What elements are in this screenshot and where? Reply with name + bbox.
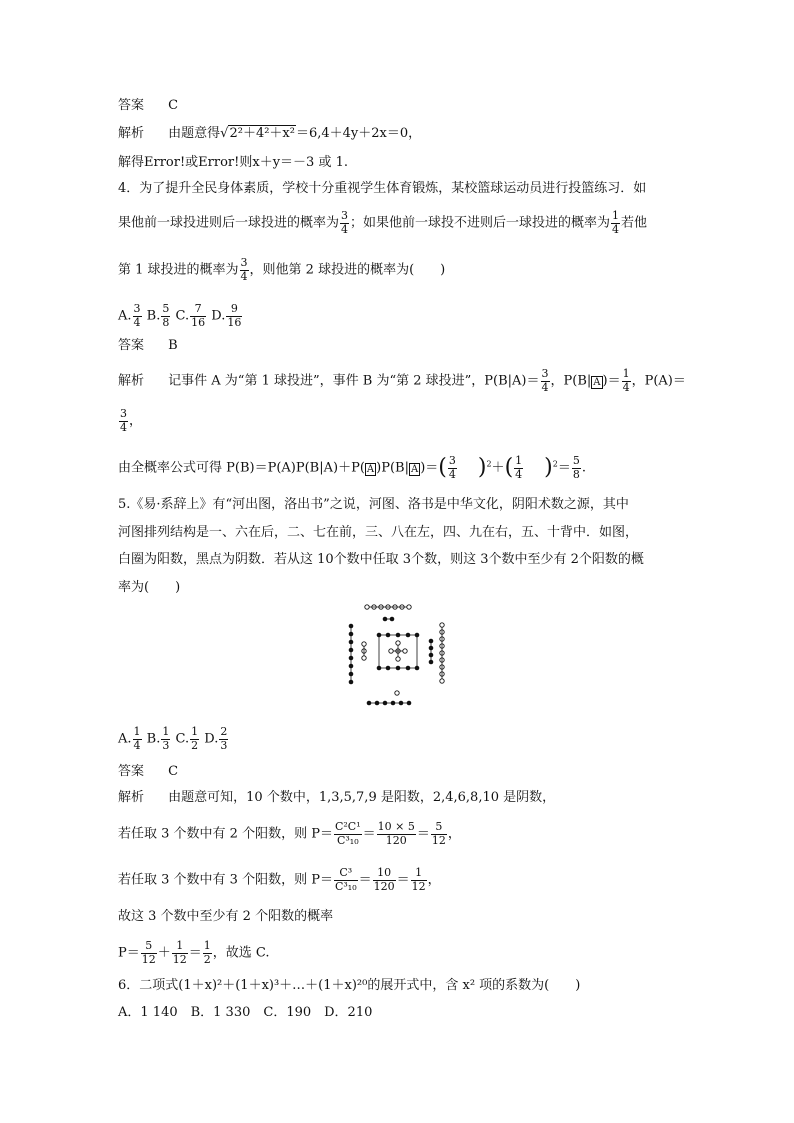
- numerator: 3: [240, 256, 248, 269]
- exponent: 2: [486, 459, 492, 469]
- option-d-label: D.: [211, 308, 226, 324]
- equals: ＝: [188, 945, 202, 961]
- equals: ＝: [362, 826, 376, 842]
- complement-symbol: A: [593, 376, 601, 388]
- option-c-fraction: [190, 726, 199, 752]
- option-d-label: D.: [204, 731, 219, 747]
- q4-stem-2b: ；如果他前一球投不进则后一球投进的概率为: [350, 215, 611, 231]
- formula-part: 若任取 3 个数中有 3 个阳数，则 P＝: [118, 872, 333, 888]
- denominator: C³₁₀: [334, 879, 357, 893]
- numerator: 7: [190, 303, 206, 317]
- option-a-label: A.: [118, 308, 132, 324]
- q5-stem-line-2: 河图排列结构是一、六在后，二、七在前，三、八在左，四、九在右，五、十背中．如图，: [118, 525, 639, 540]
- q5-stem-line-1: 5.《易·系辞上》有“河出图，洛出书”之说，河图、洛书是中华文化，阴阳术数之源，其中: [118, 497, 629, 512]
- fraction: [431, 821, 447, 847]
- q4-stem-3b: ，则他第 2 球投进的概率为( ): [249, 262, 446, 278]
- option-b-fraction: [161, 726, 170, 752]
- numerator: 3: [133, 302, 141, 315]
- denominator: 3: [162, 738, 170, 752]
- hetu-diagram: [342, 603, 452, 707]
- fraction: [411, 867, 427, 893]
- q4-answer-line: [118, 339, 178, 352]
- comma: ，: [447, 826, 461, 842]
- fraction: [541, 368, 550, 394]
- denominator: 3: [220, 738, 228, 752]
- q5-stem-line-4: 率为( ): [118, 580, 181, 595]
- equals: ＝: [358, 872, 372, 888]
- q4-analysis-line-1: [118, 368, 686, 394]
- analysis-label: 解析: [118, 126, 145, 141]
- option-a-fraction: [133, 726, 142, 752]
- formula-part: )P(B|: [376, 460, 409, 476]
- q4-options: [118, 303, 243, 329]
- plus: ＋: [157, 945, 171, 961]
- numerator: 10: [373, 867, 396, 881]
- q5-stem-line-3: 白圈为阳数，黑点为阴数．若从这 10个数中任取 3个数，则这 3个数中至少有 2个阳数的概: [118, 552, 644, 567]
- q4-stem-2c: 若他: [621, 215, 648, 231]
- fraction: [514, 455, 523, 481]
- numerator: 1: [133, 725, 141, 738]
- answer-label: 答案: [118, 338, 145, 353]
- denominator: 4: [541, 380, 549, 394]
- denominator: 4: [240, 269, 248, 283]
- numerator: 9: [226, 303, 242, 317]
- numerator: 1: [172, 940, 188, 954]
- numerator: 5: [431, 821, 447, 835]
- fraction: [377, 821, 416, 847]
- option-b-label: B.: [146, 731, 161, 747]
- option-a-fraction: [133, 303, 142, 329]
- q6-options: A．1 140 B．1 330 C．190 D．210: [118, 1005, 373, 1020]
- option-c-label: C.: [175, 731, 190, 747]
- q5-case-two: [118, 821, 461, 847]
- analysis-mid2: )＝: [602, 373, 621, 389]
- analysis-text: 由题意可知，10 个数中，1,3,5,7,9 是阳数，2,4,6,8,10 是阴数，: [168, 790, 556, 805]
- q5-conclusion: 故这 3 个数中至少有 2 个阳数的概率: [118, 909, 334, 924]
- q5-answer-line: [118, 765, 178, 778]
- q3-analysis-line: 解析 由题意得√2²＋4²＋x²＝6,4＋4y＋2x＝0，: [118, 126, 422, 141]
- formula-part: 若任取 3 个数中有 2 个阳数，则 P＝: [118, 826, 333, 842]
- denominator: 4: [448, 467, 456, 481]
- numerator: 1: [515, 454, 523, 467]
- denominator: C³₁₀: [336, 833, 359, 847]
- option-d-fraction: [219, 726, 228, 752]
- numerator: 3: [341, 209, 349, 222]
- denominator: 120: [385, 833, 407, 847]
- numerator: 1: [612, 209, 620, 222]
- plus: ＋: [491, 460, 505, 476]
- denominator: 8: [162, 315, 170, 329]
- denominator: 4: [133, 315, 141, 329]
- denominator: 2: [203, 952, 211, 966]
- numerator: 10 × 5: [377, 820, 415, 833]
- option-a-label: A.: [118, 731, 132, 747]
- numerator: 3: [448, 454, 456, 467]
- answer-value: C: [168, 98, 179, 113]
- black-dots: [349, 617, 434, 706]
- answer-label: 答案: [118, 98, 145, 113]
- numerator: 5: [141, 940, 157, 954]
- q6-stem: 6．二项式(1＋x)²＋(1＋x)³＋…＋(1＋x)²⁰的展开式中，含 x² 项的系数为( ): [118, 978, 581, 993]
- numerator: C³: [334, 867, 358, 881]
- analysis-text: 由题意得: [168, 126, 221, 141]
- equals: ＝: [396, 872, 410, 888]
- fraction: [611, 210, 620, 236]
- q4-stem-line-3: [118, 257, 445, 283]
- sqrt-expression: 2²＋4²＋x²: [229, 126, 295, 141]
- answer-label: 答案: [118, 764, 145, 779]
- left-paren: (: [504, 455, 514, 481]
- analysis-mid: ，P(B|: [550, 373, 592, 389]
- q3-solve-line: 解得Error!或Error!则x＋y＝－3 或 1.: [118, 155, 348, 170]
- q4-analysis-line-2: [118, 408, 142, 434]
- period: .: [581, 460, 586, 476]
- numerator: 1: [622, 367, 630, 380]
- analysis-text: 记事件 A 为“第 1 球投进”，事件 B 为“第 2 球投进”，P(B|A)＝: [168, 373, 540, 389]
- q5-analysis-line-1: [118, 791, 555, 804]
- numerator: 1: [162, 725, 170, 738]
- fraction: [240, 257, 249, 283]
- fraction: [334, 821, 362, 847]
- complement-symbol: A: [366, 463, 375, 475]
- answer-value: C: [168, 764, 179, 779]
- numerator: 3: [541, 367, 549, 380]
- numerator: 1: [411, 867, 427, 881]
- fraction: [448, 455, 457, 481]
- option-c-label: C.: [175, 308, 190, 324]
- q4-stem-line-1: 4．为了提升全民身体素质，学校十分重视学生体育锻炼，某校篮球运动员进行投篮练习．如: [118, 181, 647, 196]
- q5-options: [118, 726, 229, 752]
- numerator: 5: [572, 454, 580, 467]
- numerator: 3: [120, 407, 127, 420]
- fraction: [622, 368, 631, 394]
- denominator: 4: [622, 380, 630, 394]
- option-d-fraction: [226, 303, 242, 329]
- connector-lines: [351, 607, 442, 703]
- analysis-end: ，P(A)＝: [631, 373, 686, 389]
- denominator: 120: [373, 879, 395, 893]
- formula-part: )＝: [420, 460, 439, 476]
- denominator: 4: [120, 420, 127, 434]
- denominator: 12: [172, 952, 187, 966]
- fraction: [572, 455, 581, 481]
- q4-stem-2a: 果他前一球投进则后一球投进的概率为: [118, 215, 340, 231]
- numerator: 1: [203, 939, 211, 952]
- fraction: [340, 210, 349, 236]
- q4-stem-3a: 第 1 球投进的概率为: [118, 262, 239, 278]
- formula-part: 由全概率公式可得 P(B)＝P(A)P(B|A)＋P(: [118, 460, 365, 476]
- right-paren: ): [544, 455, 553, 481]
- denominator: 4: [515, 467, 523, 481]
- q3-answer-line: [118, 99, 178, 112]
- denominator: 4: [133, 738, 141, 752]
- analysis-label: 解析: [118, 790, 145, 805]
- comma: ，: [427, 872, 441, 888]
- fraction: [334, 867, 358, 893]
- fraction: [203, 940, 212, 966]
- q5-final: [118, 940, 270, 966]
- fraction: [141, 940, 157, 966]
- q4-total-probability: [118, 455, 586, 481]
- left-paren: (: [438, 455, 447, 481]
- equals: ＝: [416, 826, 430, 842]
- analysis-rest: ＝6,4＋4y＋2x＝0，: [295, 126, 422, 141]
- right-paren: ): [477, 455, 487, 481]
- exponent: 2: [552, 459, 558, 469]
- denominator: 4: [612, 222, 620, 236]
- fraction: [172, 940, 188, 966]
- analysis-end: ，: [129, 413, 143, 429]
- formula-part: P＝: [118, 945, 140, 961]
- complement-symbol: A: [410, 463, 419, 475]
- q4-stem-line-2: [118, 210, 647, 236]
- answer-value: B: [168, 338, 178, 353]
- option-b-label: B.: [146, 308, 161, 324]
- denominator: 12: [431, 833, 446, 847]
- denominator: 12: [141, 952, 156, 966]
- option-c-fraction: [190, 303, 206, 329]
- numerator: 1: [191, 725, 199, 738]
- numerator: 5: [162, 302, 170, 315]
- analysis-label: 解析: [118, 373, 145, 389]
- numerator: 2: [220, 725, 228, 738]
- option-b-fraction: [161, 303, 170, 329]
- denominator: 16: [191, 315, 206, 329]
- denominator: 8: [572, 467, 580, 481]
- denominator: 12: [411, 879, 426, 893]
- fraction: [373, 867, 396, 893]
- conclusion-end: ，故选 C.: [212, 945, 270, 961]
- fraction: [119, 408, 128, 434]
- numerator: C²C¹: [334, 820, 361, 833]
- denominator: 16: [227, 315, 242, 329]
- denominator: 2: [191, 738, 199, 752]
- denominator: 4: [341, 222, 349, 236]
- q5-case-three: [118, 867, 441, 893]
- equals: ＝: [557, 460, 571, 476]
